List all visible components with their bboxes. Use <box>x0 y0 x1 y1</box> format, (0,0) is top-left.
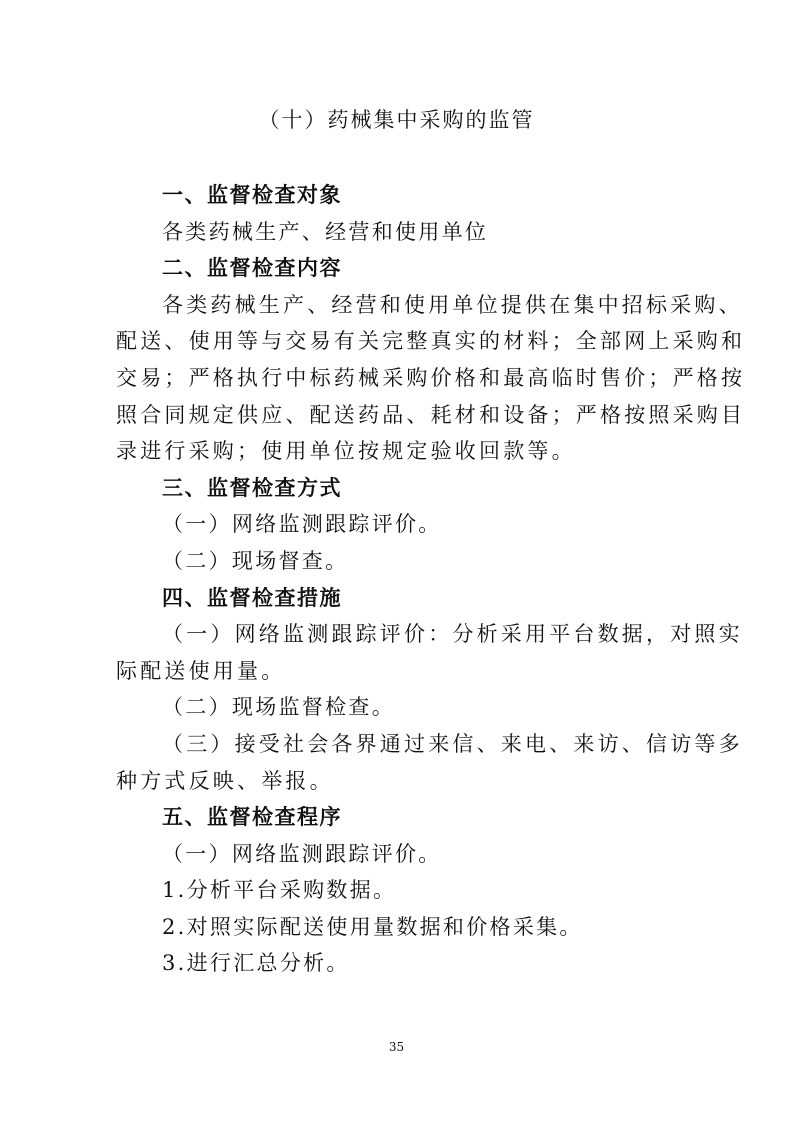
document-body <box>116 177 746 982</box>
paragraph-line: 照合同规定供应、配送药品、耗材和设备；严格按照采购目 <box>116 402 746 427</box>
paragraph-line: （一）网络监测跟踪评价：分析采用平台数据，对照实 <box>162 622 743 647</box>
paragraph-line: （三）接受社会各界通过来信、来电、来访、信访等多 <box>162 731 743 756</box>
paragraph-line: （一）网络监测跟踪评价。 <box>162 841 442 866</box>
paragraph-line: 各类药械生产、经营和使用单位 <box>162 219 489 244</box>
section-heading: 五、监督检查程序 <box>162 805 342 830</box>
page-title: （十）药械集中采购的监管 <box>258 108 535 132</box>
paragraph-line: 2.对照实际配送使用量数据和价格采集。 <box>162 914 583 939</box>
paragraph-line: （二）现场监督检查。 <box>162 695 395 720</box>
paragraph-line: 际配送使用量。 <box>116 658 286 683</box>
paragraph-line: 种方式反映、举报。 <box>116 768 334 793</box>
section-heading: 四、监督检查措施 <box>162 585 342 610</box>
paragraph-line: 各类药械生产、经营和使用单位提供在集中招标采购、 <box>162 292 743 317</box>
paragraph-line: 交易；严格执行中标药械采购价格和最高临时售价；严格按 <box>116 365 746 390</box>
paragraph-line: 配送、使用等与交易有关完整真实的材料；全部网上采购和 <box>116 329 746 354</box>
paragraph-line: 3.进行汇总分析。 <box>162 951 350 976</box>
paragraph-line: 1.分析平台采购数据。 <box>162 878 397 903</box>
paragraph-line: （一）网络监测跟踪评价。 <box>162 512 442 537</box>
section-heading: 二、监督检查内容 <box>162 256 342 281</box>
section-heading: 一、监督检查对象 <box>162 183 342 207</box>
paragraph-line: 录进行采购；使用单位按规定验收回款等。 <box>116 439 576 464</box>
paragraph-line: （二）现场督查。 <box>162 548 349 573</box>
page-number: 35 <box>388 1040 405 1054</box>
section-heading: 三、监督检查方式 <box>162 475 342 500</box>
